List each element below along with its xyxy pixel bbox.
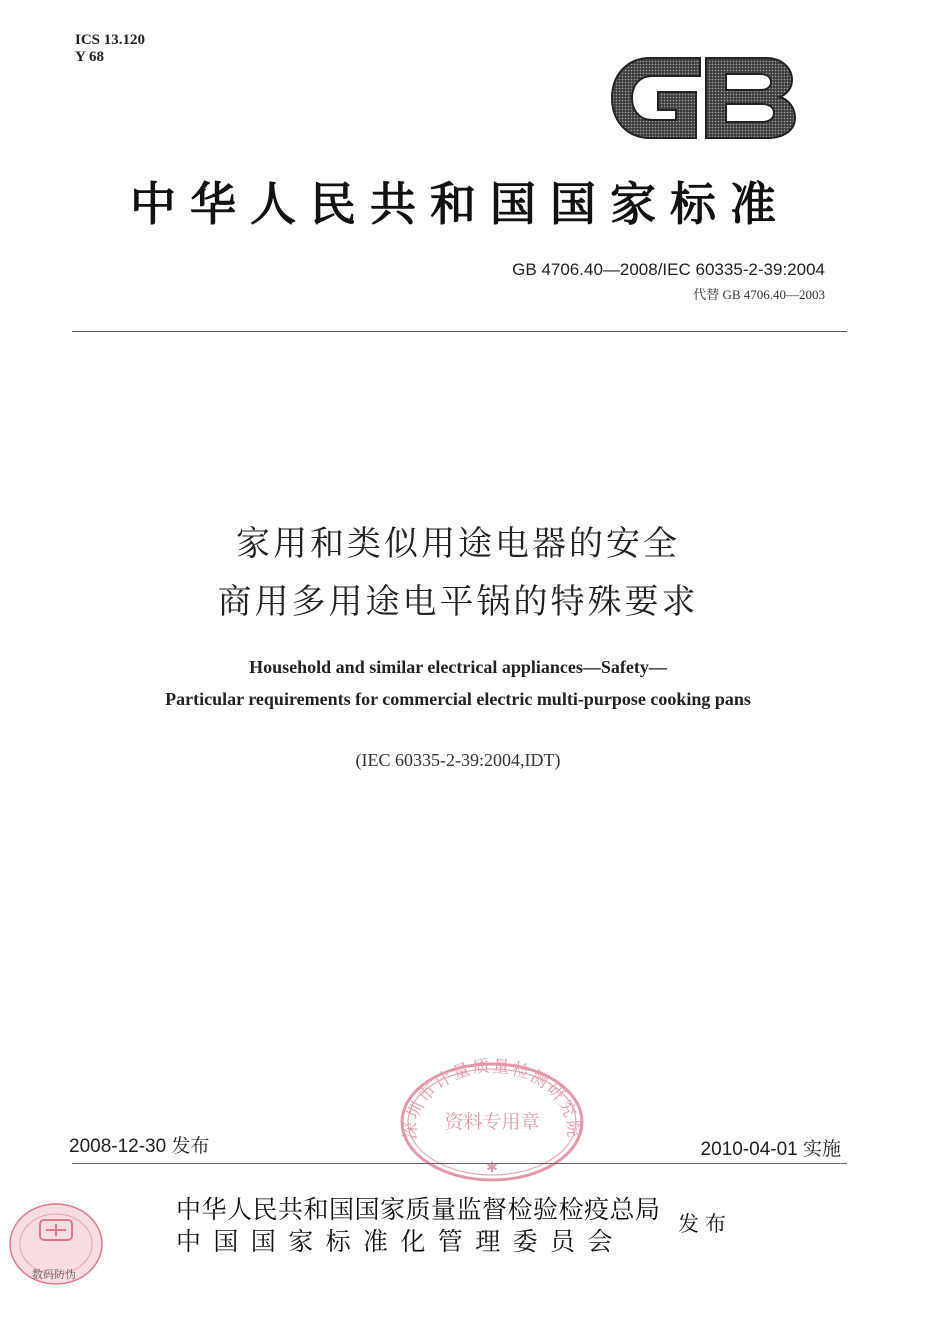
- category-code: Y 68: [75, 49, 105, 65]
- english-title-line-1: Household and similar electrical appliances—Safety—: [249, 657, 667, 677]
- footer-divider: [72, 1163, 847, 1164]
- standard-number: GB 4706.40—2008/IEC 60335-2-39:2004: [512, 260, 825, 279]
- replaced-standard: 代替 GB 4706.40—2003: [693, 287, 825, 302]
- gb-logo: [606, 48, 798, 148]
- chinese-title-line-2: 商用多用途电平锅的特殊要求: [217, 582, 699, 622]
- issuer-line-2: 中国国家标准化管理委员会: [176, 1227, 625, 1256]
- ics-code: ICS 13.120: [75, 32, 146, 48]
- header-divider: [72, 331, 847, 332]
- stamp-ring-text: 深圳市计量质量检测研究院: [400, 1056, 584, 1140]
- chinese-title-line-1: 家用和类似用途电器的安全: [236, 524, 680, 564]
- svg-text:✱: ✱: [486, 1160, 498, 1176]
- anti-counterfeit-seal: [2, 1200, 110, 1296]
- issuer-line-1: 中华人民共和国国家质量监督检验检疫总局: [176, 1195, 661, 1224]
- english-title-line-2: Particular requirements for commercial electric multi-purpose cooking pans: [165, 689, 751, 709]
- seal-text: 数码防伪: [32, 1268, 76, 1281]
- stamp-center-text: 资料专用章: [444, 1111, 540, 1133]
- issue-label: 发布: [678, 1212, 732, 1236]
- implementation-date: 2010-04-01 实施: [700, 1139, 841, 1160]
- publish-date: 2008-12-30 发布: [69, 1136, 210, 1157]
- classification-block: [75, 32, 145, 66]
- national-standard-title: 中华人民共和国国家标准: [130, 177, 790, 231]
- equivalence-note: (IEC 60335-2-39:2004,IDT): [355, 750, 561, 770]
